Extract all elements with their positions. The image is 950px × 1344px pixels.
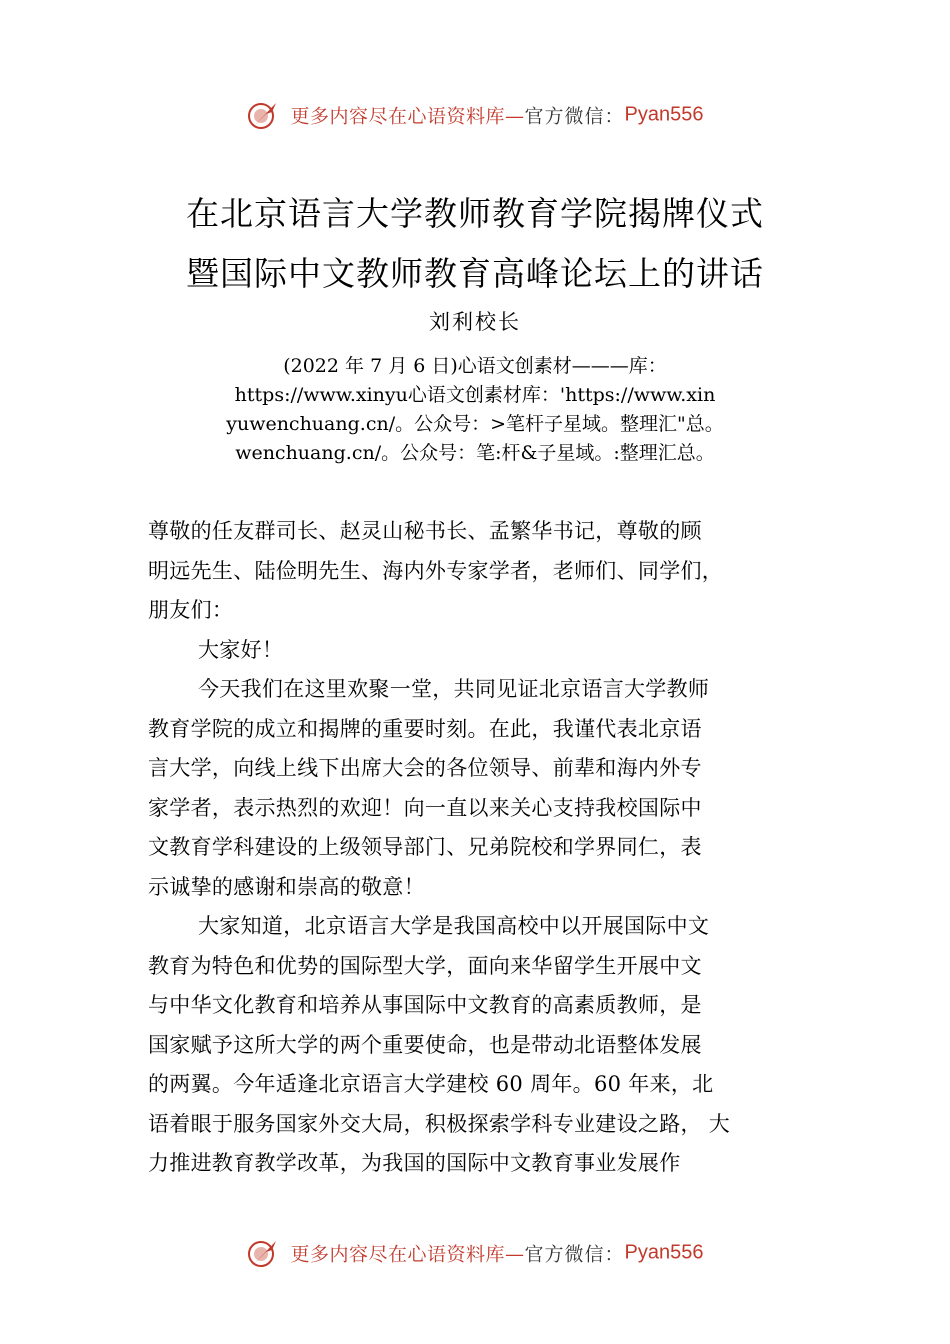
- body-line: 大家好！: [198, 637, 284, 662]
- body-line: 教育学院的成立和揭牌的重要时刻。在此，我谨代表北京语: [148, 716, 702, 741]
- body-line: 示诚挚的感谢和崇高的敬意！: [148, 874, 425, 899]
- document-author: 刘利校长: [429, 310, 521, 334]
- document-title-line-1: 在北京语言大学教师教育学院揭牌仪式: [186, 194, 764, 233]
- body-line: 的两翼。今年适逢北京语言大学建校 60 周年。60 年来，北: [148, 1072, 714, 1096]
- body-line: 教育为特色和优势的国际型大学，面向来华留学生开展中文: [148, 953, 702, 978]
- meta-line: yuwenchuang.cn/。公众号：>笔杆子星域。整理汇"总。: [226, 413, 724, 435]
- footer-banner: [0, 1238, 950, 1268]
- document-meta: [120, 352, 830, 468]
- body-line: 文教育学科建设的上级领导部门、兄弟院校和学界同仁，表: [148, 835, 702, 859]
- banner-wechat-id: Pyan556: [624, 1241, 704, 1264]
- document-title-line-2: 暨国际中文教师教育高峰论坛上的讲话: [186, 254, 764, 293]
- meta-line: https://www.xinyu心语文创素材库：'https://www.xin: [234, 384, 716, 406]
- quill-logo-icon: [246, 100, 280, 130]
- banner-label: 官方微信：: [524, 105, 625, 128]
- meta-line: wenchuang.cn/。公众号：笔:杆&子星域。:整理汇总。: [235, 442, 715, 464]
- body-line: 力推进教育教学改革，为我国的国际中文教育事业发展作: [148, 1151, 681, 1175]
- body-line: 国家赋予这所大学的两个重要使命，也是带动北语整体发展: [148, 1032, 702, 1057]
- body-line: 言大学，向线上线下出席大会的各位领导、前辈和海内外专: [148, 756, 702, 780]
- meta-line: (2022 年 7 月 6 日)心语文创素材———库：: [283, 355, 667, 377]
- body-line: 朋友们：: [148, 598, 234, 622]
- body-line: 尊敬的任友群司长、赵灵山秘书长、孟繁华书记，尊敬的顾: [148, 519, 702, 543]
- body-line: 大家知道，北京语言大学是我国高校中以开展国际中文: [198, 914, 710, 938]
- quill-logo-icon: [246, 1238, 280, 1268]
- header-banner: [0, 100, 950, 130]
- body-line: 与中华文化教育和培养从事国际中文教育的高素质教师，是: [148, 993, 702, 1017]
- banner-label: 官方微信：: [524, 1243, 625, 1266]
- body-line: 语着眼于服务国家外交大局，积极探索学科专业建设之路， 大: [148, 1111, 731, 1136]
- banner-wechat-id: Pyan556: [624, 103, 704, 126]
- body-line: 今天我们在这里欢聚一堂，共同见证北京语言大学教师: [198, 677, 710, 701]
- body-line: 明远先生、陆俭明先生、海内外专家学者，老师们、同学们，: [148, 558, 724, 583]
- banner-text: 更多内容尽在心语资料库—: [290, 105, 525, 128]
- speech-body: [148, 512, 818, 1184]
- banner-text: 更多内容尽在心语资料库—: [290, 1243, 525, 1266]
- body-line: 家学者，表示热烈的欢迎！向一直以来关心支持我校国际中: [148, 795, 702, 820]
